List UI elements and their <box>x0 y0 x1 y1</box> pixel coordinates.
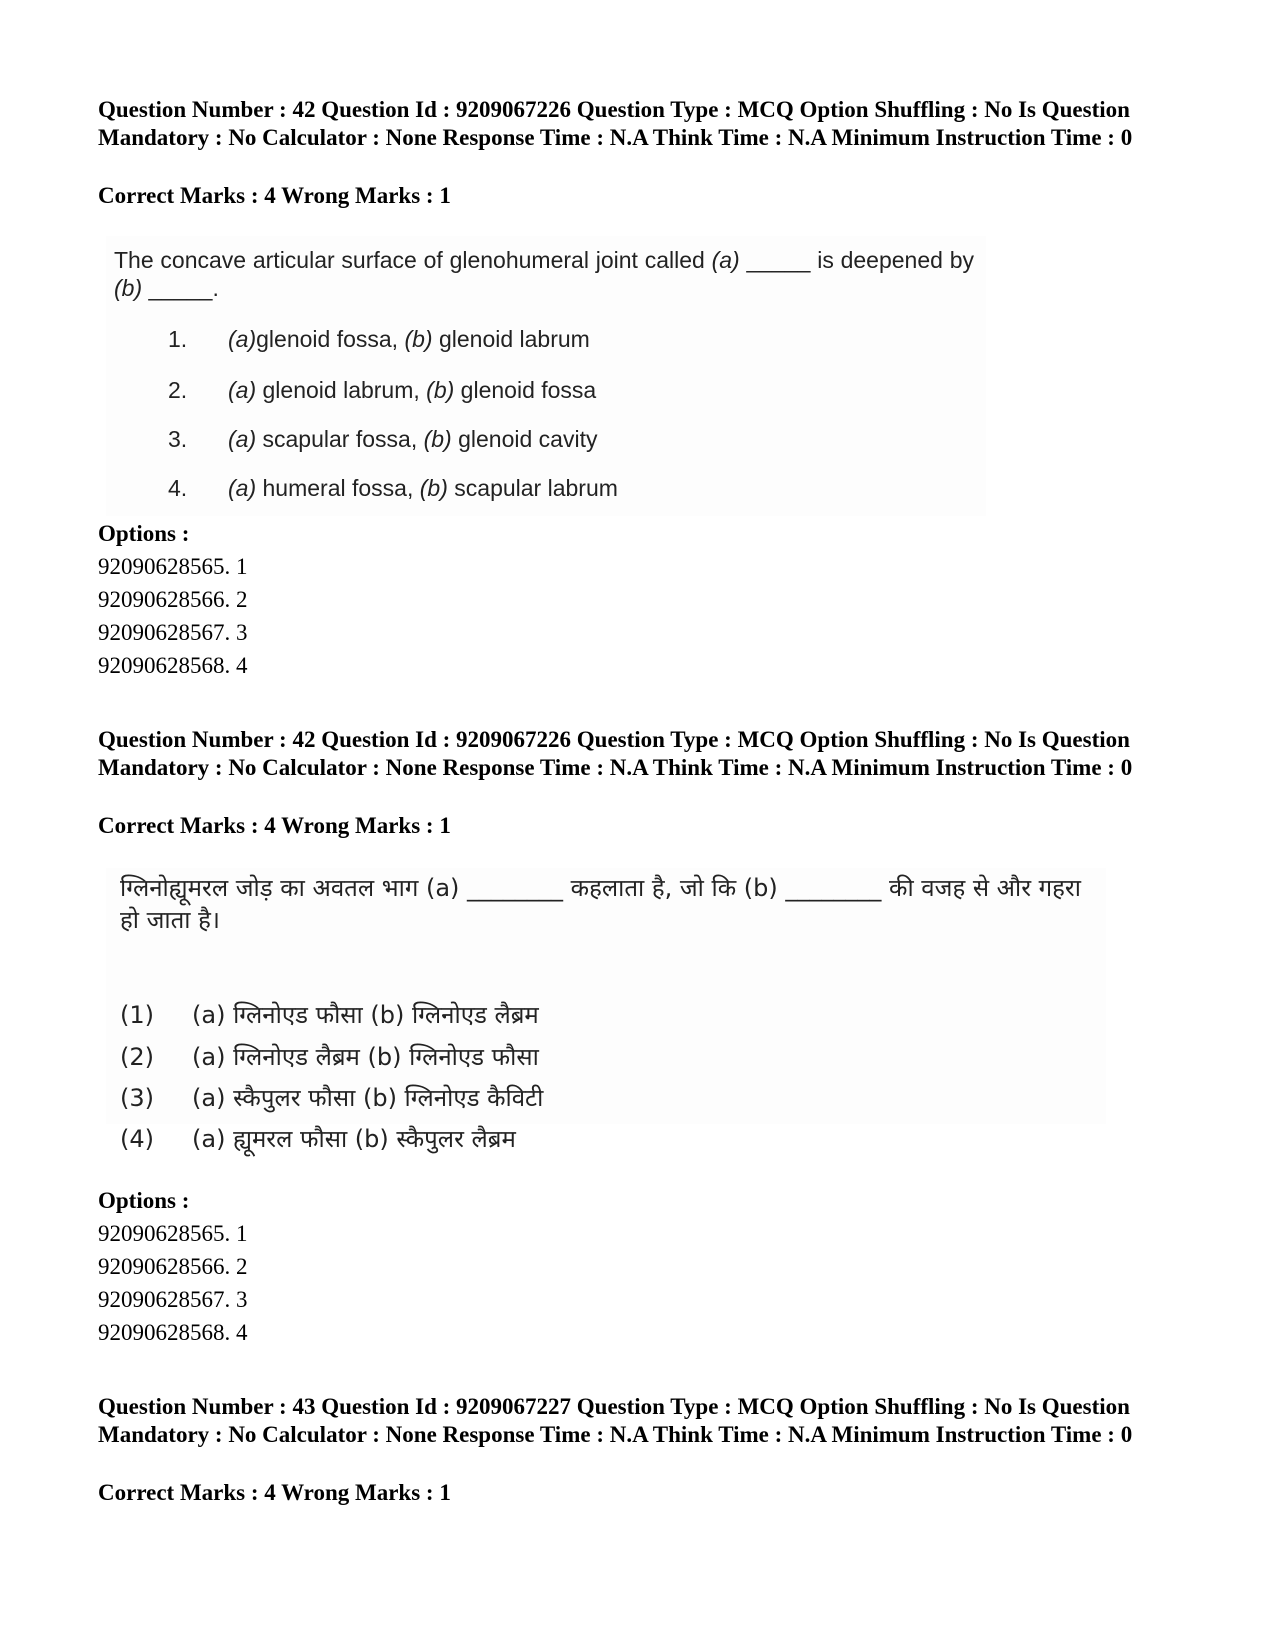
hindi-choice: (2) (a) ग्लिनोएड लैब्रम (b) ग्लिनोएड फौसा <box>120 1043 539 1071</box>
hindi-question-stem: ग्लिनोह्यूमरल जोड़ का अवतल भाग (a) ________ कहलाता है, जो कि (b) ________ की वजह से और गहरा हो जाता है। <box>120 874 1081 934</box>
question-meta: Question Number : 43 Question Id : 9209067227 Question Type : MCQ Option Shuffling : No Is Question Mandatory : No Calculator : None Response Time : N.A Think Time : N.A Minimum Instruction Time : 0 <box>98 1394 1133 1447</box>
option-line: 92090628565. 1 <box>98 554 248 579</box>
english-choice: 4. (a) humeral fossa, (b) scapular labrum <box>168 475 618 501</box>
question-marks: Correct Marks : 4 Wrong Marks : 1 <box>98 183 451 208</box>
option-line: 92090628568. 4 <box>98 1320 248 1345</box>
english-choice: 2. (a) glenoid labrum, (b) glenoid fossa <box>168 377 597 403</box>
question-marks: Correct Marks : 4 Wrong Marks : 1 <box>98 1480 451 1505</box>
hindi-choice: (4) (a) ह्यूमरल फौसा (b) स्कैपुलर लैब्रम <box>120 1125 516 1153</box>
question-meta: Question Number : 42 Question Id : 9209067226 Question Type : MCQ Option Shuffling : No Is Question Mandatory : No Calculator : None Response Time : N.A Think Time : N.A Minimum Instruction Time : 0 <box>98 727 1133 780</box>
options-heading: Options : <box>98 521 190 546</box>
option-line: 92090628566. 2 <box>98 1254 248 1279</box>
option-line: 92090628567. 3 <box>98 620 248 645</box>
english-choice: 1. (a)glenoid fossa, (b) glenoid labrum <box>168 326 590 352</box>
hindi-choice: (3) (a) स्कैपुलर फौसा (b) ग्लिनोएड कैविटी <box>120 1084 544 1112</box>
english-question-stem: The concave articular surface of glenohumeral joint called (a) _____ is deepened by (b) _____. <box>114 247 974 301</box>
question-marks: Correct Marks : 4 Wrong Marks : 1 <box>98 813 451 838</box>
option-line: 92090628568. 4 <box>98 653 248 678</box>
options-heading: Options : <box>98 1188 190 1213</box>
option-line: 92090628566. 2 <box>98 587 248 612</box>
english-choice: 3. (a) scapular fossa, (b) glenoid cavity <box>168 426 598 452</box>
option-line: 92090628567. 3 <box>98 1287 248 1312</box>
question-meta: Question Number : 42 Question Id : 9209067226 Question Type : MCQ Option Shuffling : No Is Question Mandatory : No Calculator : None Response Time : N.A Think Time : N.A Minimum Instruction Time : 0 <box>98 97 1133 150</box>
option-line: 92090628565. 1 <box>98 1221 248 1246</box>
hindi-choice: (1) (a) ग्लिनोएड फौसा (b) ग्लिनोएड लैब्रम <box>120 1001 539 1029</box>
